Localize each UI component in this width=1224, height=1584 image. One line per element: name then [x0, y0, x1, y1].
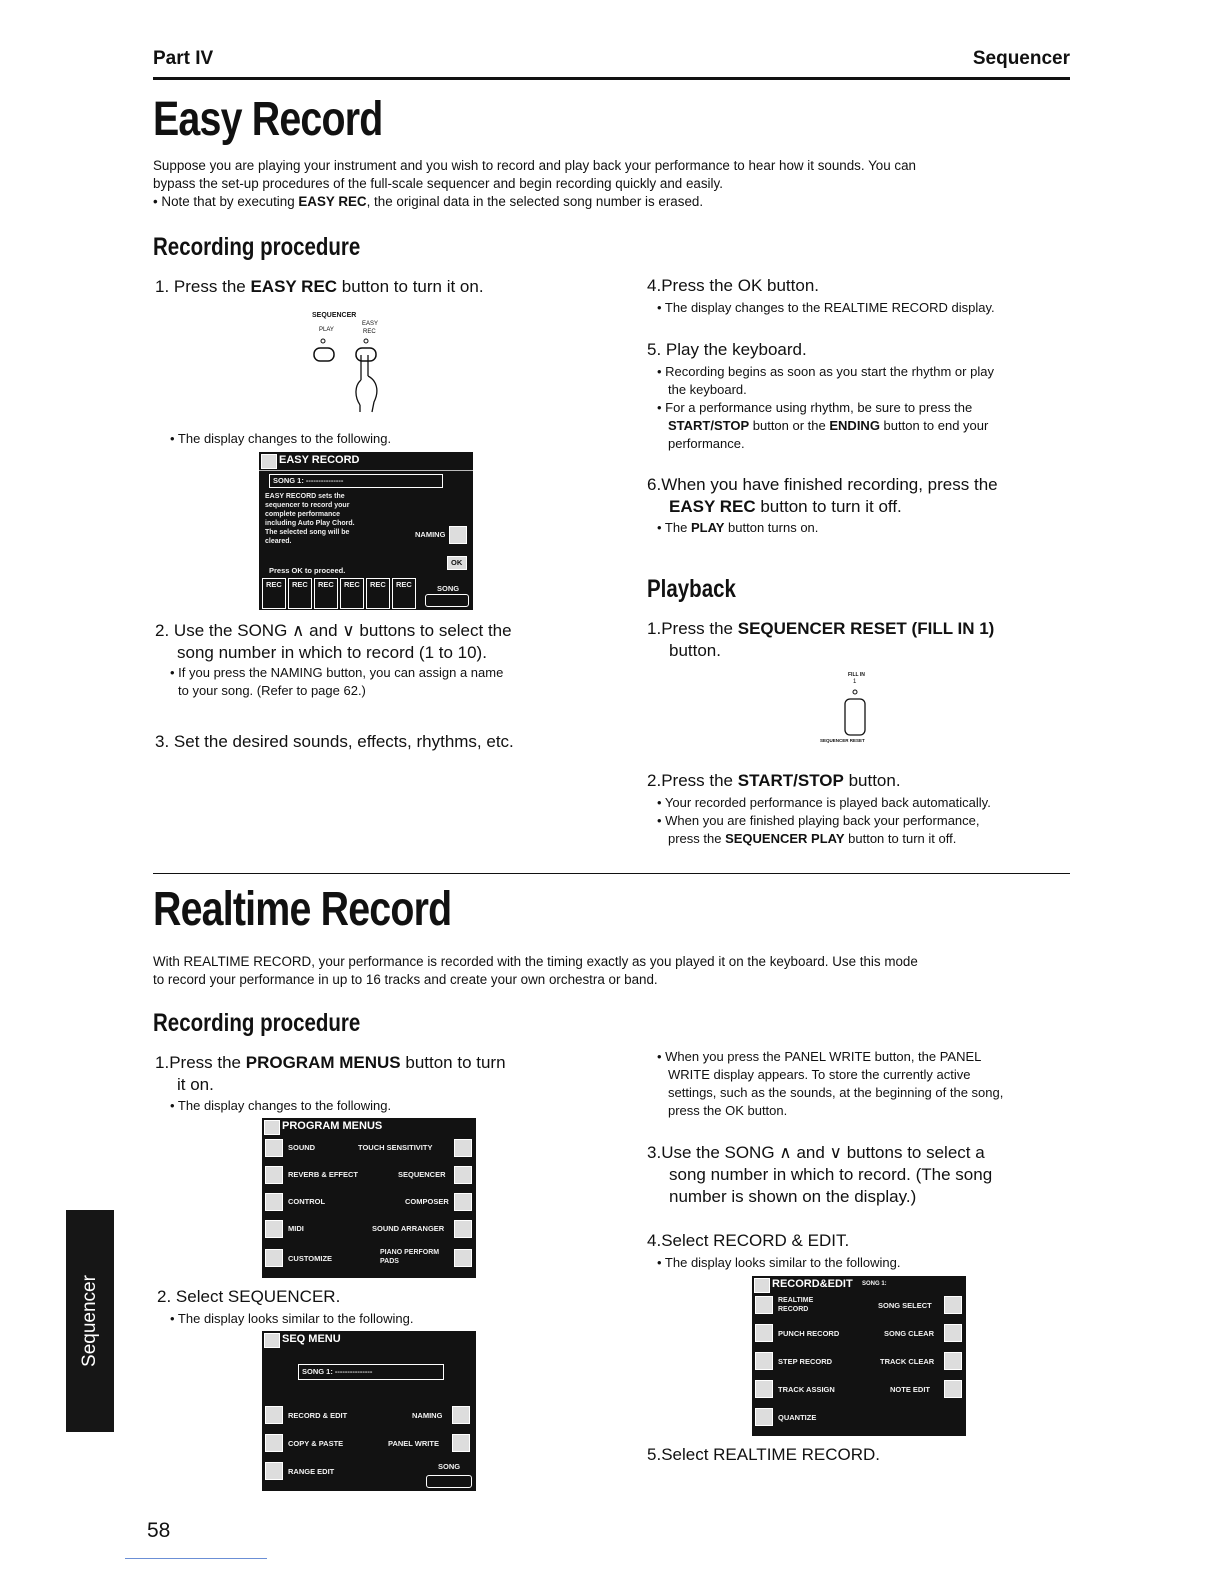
song-select-icon[interactable]: [944, 1296, 962, 1314]
punch-record-icon[interactable]: [755, 1324, 773, 1342]
copy-paste-icon[interactable]: [265, 1434, 283, 1452]
song-field-text: SONG 1: ---------------: [302, 1367, 373, 1376]
sequencer-reset-button-illustration: [815, 670, 895, 750]
ok-button[interactable]: OK: [447, 556, 467, 570]
menu-touch-sensitivity[interactable]: TOUCH SENSITIVITY: [358, 1143, 433, 1152]
note-edit-icon[interactable]: [944, 1380, 962, 1398]
easy-record-icon: [261, 454, 277, 469]
seq-menu-display: [262, 1331, 476, 1491]
realtime-step-4-bullet: • The display looks similar to the following.: [657, 1255, 901, 1270]
menu-sequencer[interactable]: SEQUENCER: [398, 1170, 446, 1179]
realtime-step-1: 1.Press the PROGRAM MENUS button to turn it on.: [155, 1053, 506, 1094]
fill-in-label: FILL IN: [848, 672, 865, 678]
program-menus-display-title: PROGRAM MENUS: [282, 1120, 383, 1132]
control-icon[interactable]: [265, 1193, 283, 1211]
easy-rec-button-illustration: [300, 310, 410, 420]
menu-song-clear[interactable]: SONG CLEAR: [884, 1329, 935, 1338]
playback-step-2-bullets: • Your recorded performance is played back automatically. • When you are finished playing back your performance, press the SEQUENCER PLAY button to turn it off.: [657, 795, 991, 846]
naming-icon[interactable]: [452, 1406, 470, 1424]
easy-step-2: 2. Use the SONG ∧ and ∨ buttons to select the song number in which to record (1 to 10).: [155, 621, 512, 662]
realtime-intro-line: With REALTIME RECORD, your performance is recorded with the timing exactly as you played it on the keyboard. Use this mode: [153, 954, 918, 969]
song-label: SONG: [437, 584, 460, 593]
realtime-record-icon[interactable]: [755, 1296, 773, 1314]
menu-quantize[interactable]: QUANTIZE: [778, 1413, 817, 1422]
realtime-step-5: 5.Select REALTIME RECORD.: [647, 1445, 881, 1464]
easy-intro: [153, 157, 1073, 211]
page-number: 58: [147, 1519, 171, 1542]
menu-composer[interactable]: COMPOSER: [405, 1197, 449, 1206]
menu-step-record[interactable]: STEP RECORD: [778, 1357, 833, 1366]
midi-icon[interactable]: [265, 1220, 283, 1238]
menu-midi[interactable]: MIDI: [288, 1224, 304, 1233]
easy-record-display: [259, 452, 473, 610]
seq-menu-display-title: SEQ MENU: [282, 1333, 341, 1345]
section-divider: [153, 873, 1070, 874]
realtime-record-title: Realtime Record: [153, 883, 452, 936]
easy-record-title: Easy Record: [153, 93, 383, 146]
record-edit-title-icon: [754, 1278, 770, 1293]
song-field-text: SONG 1: ---------------: [273, 476, 344, 485]
sequencer-reset-label: SEQUENCER RESET: [820, 738, 865, 743]
track-assign-icon[interactable]: [755, 1380, 773, 1398]
panel-write-note: • When you press the PANEL WRITE button, the PANEL WRITE display appears. To store the currently active settings, such as the sounds, at the beginning of the song, press the OK button.: [657, 1049, 1004, 1118]
proceed-text: Press OK to proceed.: [269, 566, 346, 575]
song-updown-button[interactable]: [425, 594, 469, 607]
record-edit-icon[interactable]: [265, 1406, 283, 1424]
playback-step-1: 1.Press the SEQUENCER RESET (FILL IN 1) button.: [647, 619, 995, 660]
realtime-intro-line: to record your performance in up to 16 tracks and create your own orchestra or band.: [153, 972, 658, 987]
menu-track-clear[interactable]: TRACK CLEAR: [880, 1357, 935, 1366]
track-button[interactable]: REC: [262, 578, 286, 609]
song-updown-button[interactable]: [426, 1475, 472, 1488]
realtime-step-2: 2. Select SEQUENCER.: [157, 1287, 341, 1306]
playback-step-2: 2.Press the START/STOP button.: [647, 771, 901, 790]
easy-note: • Note that by executing EASY REC, the original data in the selected song number is erased.: [153, 194, 704, 209]
record-edit-display: [752, 1276, 966, 1436]
song-label: SONG: [438, 1462, 461, 1471]
pointing-hand-icon: [300, 310, 410, 420]
reverb-effect-icon[interactable]: [265, 1166, 283, 1184]
menu-sound-arranger[interactable]: SOUND ARRANGER: [372, 1224, 445, 1233]
song-indicator: SONG 1:: [862, 1281, 887, 1287]
record-edit-display-title: RECORD&EDIT: [772, 1278, 853, 1290]
easy-step-5-bullets: • Recording begins as soon as you start the rhythm or play the keyboard. • For a performance using rhythm, be sure to press the START/STOP button or the ENDING button to end your performance.: [657, 364, 994, 451]
menu-customize[interactable]: CUSTOMIZE: [288, 1254, 333, 1263]
realtime-step-4: 4.Select RECORD & EDIT.: [647, 1231, 850, 1250]
realtime-step-3: 3.Use the SONG ∧ and ∨ buttons to select a song number in which to record. (The song number is shown on the display.): [647, 1143, 993, 1206]
easy-step-1: 1. Press the EASY REC button to turn it on.: [155, 277, 484, 296]
easy-record-display-title: EASY RECORD: [279, 454, 360, 466]
easy-step-1-bullet: • The display changes to the following.: [170, 431, 392, 446]
menu-panel-write[interactable]: PANEL WRITE: [388, 1439, 439, 1448]
section-label: Sequencer: [972, 48, 1070, 69]
menu-piano-perform-pads[interactable]: PIANO PERFORM PADS: [380, 1249, 440, 1265]
menu-note-edit[interactable]: NOTE EDIT: [890, 1385, 931, 1394]
track-button[interactable]: REC: [392, 578, 416, 609]
easy-step-2-bullet: • If you press the NAMING button, you can assign a name to your song. (Refer to page 62.): [170, 665, 504, 698]
panel-rec-label: REC: [363, 329, 376, 335]
menu-control[interactable]: CONTROL: [288, 1197, 326, 1206]
customize-icon[interactable]: [265, 1249, 283, 1267]
song-field: [298, 1364, 444, 1380]
naming-icon[interactable]: [449, 526, 467, 544]
panel-write-icon[interactable]: [452, 1434, 470, 1452]
menu-reverb-effect[interactable]: REVERB & EFFECT: [288, 1170, 359, 1179]
playback-title: Playback: [647, 575, 736, 603]
easy-step-6-bullet: • The PLAY button turns on.: [657, 520, 819, 535]
touch-sensitivity-icon[interactable]: [454, 1139, 472, 1157]
panel-easy-label: EASY: [362, 321, 379, 327]
menu-track-assign[interactable]: TRACK ASSIGN: [778, 1385, 835, 1394]
side-tab-label: Sequencer: [79, 1275, 100, 1367]
easy-intro-line: bypass the set-up procedures of the full-scale sequencer and begin recording quickly and easily.: [153, 176, 723, 191]
easy-step-4: 4.Press the OK button.: [647, 276, 819, 295]
composer-icon[interactable]: [454, 1193, 472, 1211]
menu-song-select[interactable]: SONG SELECT: [878, 1301, 932, 1310]
program-menus-icon: [264, 1120, 280, 1135]
easy-step-5: 5. Play the keyboard.: [647, 340, 807, 359]
menu-record-edit[interactable]: RECORD & EDIT: [288, 1411, 348, 1420]
menu-realtime-record[interactable]: REALTIME RECORD: [778, 1297, 814, 1313]
footer-line: [125, 1558, 267, 1559]
panel-play-label: PLAY: [319, 327, 334, 333]
track-clear-icon[interactable]: [944, 1352, 962, 1370]
easy-step-3: 3. Set the desired sounds, effects, rhythms, etc.: [155, 732, 514, 751]
menu-range-edit[interactable]: RANGE EDIT: [288, 1467, 335, 1476]
menu-copy-paste[interactable]: COPY & PASTE: [288, 1439, 344, 1448]
side-tab: [66, 1210, 114, 1432]
part-label: Part IV: [153, 48, 214, 69]
fill-in-number: 1: [853, 679, 857, 685]
song-field: [269, 474, 443, 488]
naming-label: NAMING: [415, 530, 446, 539]
sound-icon[interactable]: [265, 1139, 283, 1157]
song-clear-icon[interactable]: [944, 1324, 962, 1342]
realtime-step-1-bullet: • The display changes to the following.: [170, 1098, 392, 1113]
easy-step-6: 6.When you have finished recording, press the EASY REC button to turn it off.: [647, 475, 998, 516]
track-button[interactable]: REC: [340, 578, 364, 609]
easy-record-description: EASY RECORD sets the sequencer to record your complete performance including Auto Play Chord. The selected song will be cleared.: [265, 493, 355, 545]
program-menus-display: [262, 1118, 476, 1278]
menu-naming[interactable]: NAMING: [412, 1411, 443, 1420]
menu-punch-record[interactable]: PUNCH RECORD: [778, 1329, 840, 1338]
piano-perform-pads-icon[interactable]: [454, 1249, 472, 1267]
recording-procedure-title: Recording procedure: [153, 233, 361, 261]
track-button[interactable]: REC: [366, 578, 390, 609]
easy-step-4-bullet: • The display changes to the REALTIME RECORD display.: [657, 300, 995, 315]
easy-intro-line: Suppose you are playing your instrument and you wish to record and play back your performance to hear how it sounds. You can: [153, 158, 916, 173]
track-button[interactable]: REC: [288, 578, 312, 609]
realtime-procedure-title: Recording procedure: [153, 1009, 361, 1037]
realtime-step-2-bullet: • The display looks similar to the following.: [170, 1311, 414, 1326]
sound-arranger-icon[interactable]: [454, 1220, 472, 1238]
range-edit-icon[interactable]: [265, 1462, 283, 1480]
track-buttons: [262, 578, 422, 608]
quantize-icon[interactable]: [755, 1408, 773, 1426]
sequencer-icon[interactable]: [454, 1166, 472, 1184]
menu-sound[interactable]: SOUND: [288, 1143, 316, 1152]
realtime-intro: [153, 953, 1073, 989]
header-rule: [153, 77, 1070, 80]
panel-sequencer-label: SEQUENCER: [312, 312, 357, 319]
seq-menu-icon: [264, 1333, 280, 1348]
step-record-icon[interactable]: [755, 1352, 773, 1370]
track-button[interactable]: REC: [314, 578, 338, 609]
